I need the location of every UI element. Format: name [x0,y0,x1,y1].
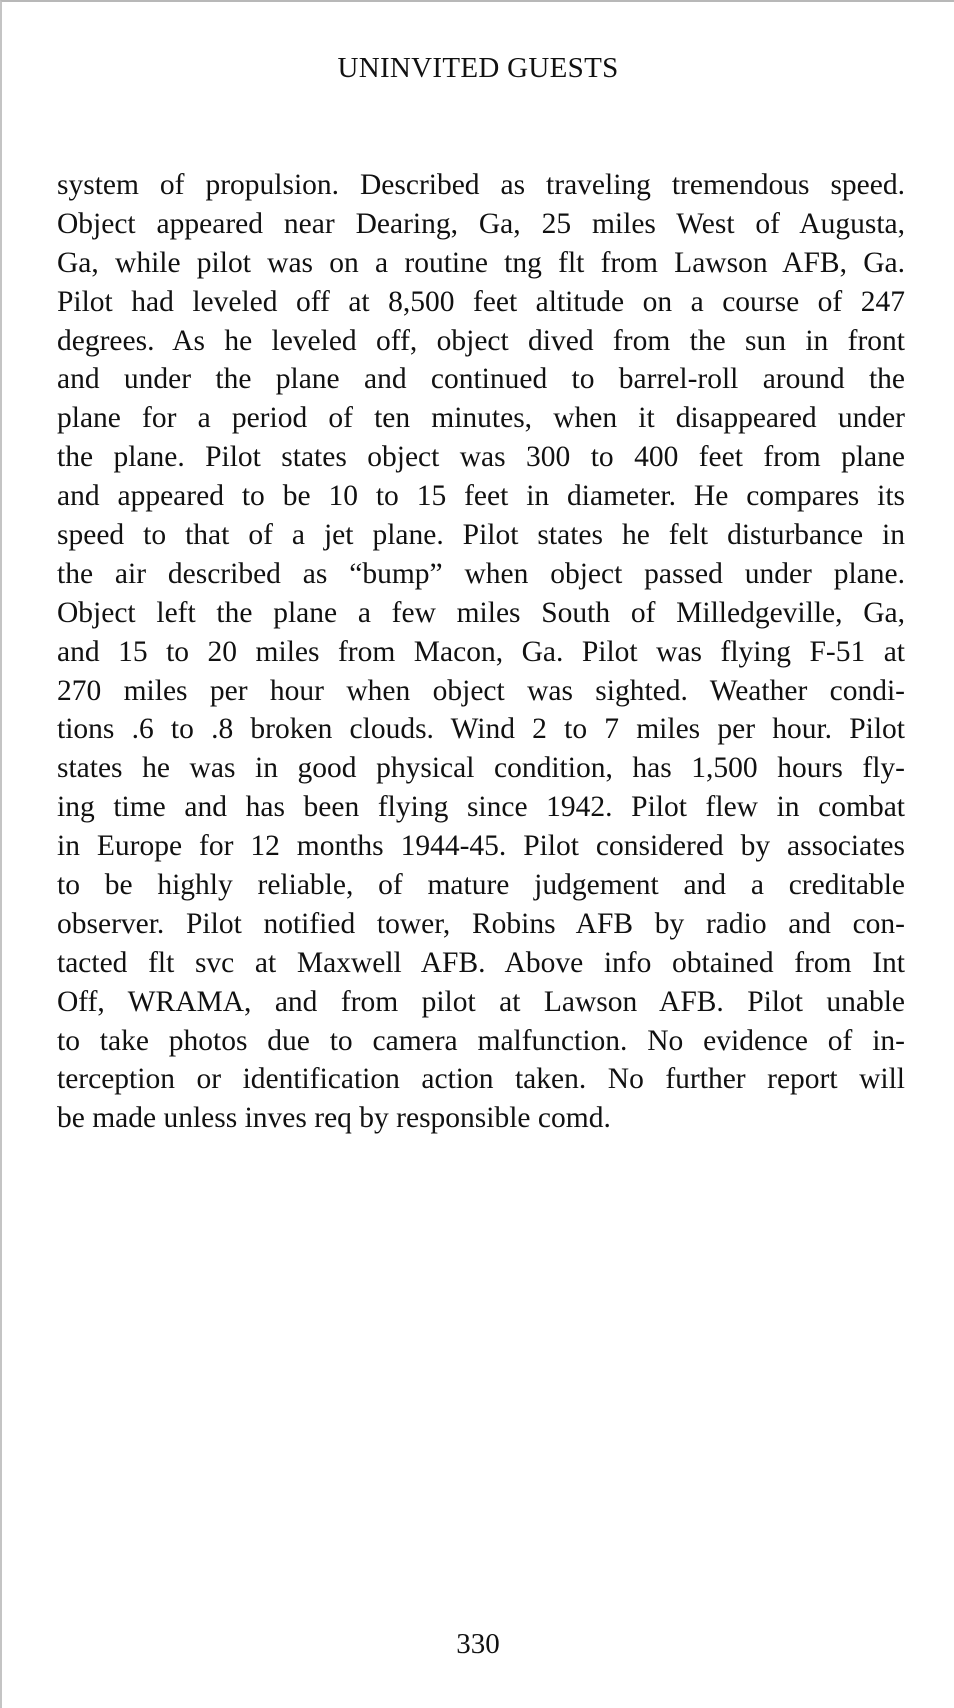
text-line: Off, WRAMA, and from pilot at Lawson AFB. Pilot unable [57,985,905,1018]
text-line: degrees. As he leveled off, object dived from the sun in front [57,324,905,357]
text-line: Object left the plane a few miles South of Milledgeville, Ga, [57,596,905,629]
text-line: observer. Pilot notified tower, Robins AFB by radio and con- [57,907,905,940]
text-line: to be highly reliable, of mature judgement and a creditable [57,869,905,902]
text-line: system of propulsion. Described as traveling tremendous speed. [57,169,905,201]
body-text [57,166,905,1138]
text-line-last: be made unless inves req by responsible comd. [57,1102,611,1135]
text-line: plane for a period of ten minutes, when it disappeared under [57,402,905,435]
text-line: the air described as “bump” when object passed under plane. [57,557,905,590]
text-line: states he was in good physical condition, has 1,500 hours fly- [57,752,905,785]
text-line: and 15 to 20 miles from Macon, Ga. Pilot was flying F-51 at [57,635,905,668]
text-line: and under the plane and continued to barrel-roll around the [57,363,905,396]
text-line: Ga, while pilot was on a routine tng flt from Lawson AFB, Ga. [57,246,905,279]
running-head: UNINVITED GUESTS [337,52,619,84]
text-line: tacted flt svc at Maxwell AFB. Above info obtained from Int [57,946,905,979]
text-line: and appeared to be 10 to 15 feet in diameter. He compares its [57,480,905,513]
text-line: Object appeared near Dearing, Ga, 25 miles West of Augusta, [57,207,905,240]
text-line: speed to that of a jet plane. Pilot states he felt disturbance in [57,519,905,552]
text-line: ing time and has been flying since 1942. Pilot flew in combat [57,791,905,824]
text-line: to take photos due to camera malfunction. No evidence of in- [57,1024,905,1057]
text-line: tions .6 to .8 broken clouds. Wind 2 to 7 miles per hour. Pilot [57,713,905,746]
text-line: Pilot had leveled off at 8,500 feet altitude on a course of 247 [57,285,905,318]
text-line: terception or identification action taken. No further report will [57,1063,905,1096]
text-line: in Europe for 12 months 1944-45. Pilot considered by associates [57,830,905,863]
page-number: 330 [456,1628,500,1660]
text-line: 270 miles per hour when object was sighted. Weather condi- [57,674,905,707]
text-line: the plane. Pilot states object was 300 to 400 feet from plane [57,441,905,474]
